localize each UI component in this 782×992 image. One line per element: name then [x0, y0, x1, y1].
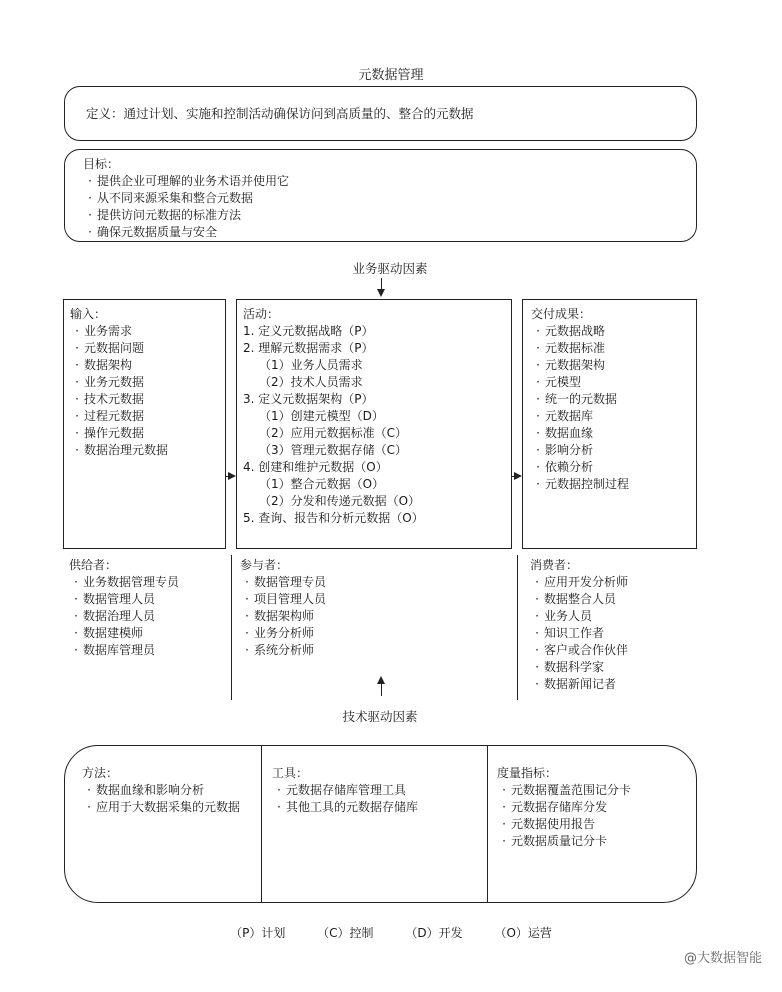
legend-control: （C）控制	[317, 926, 374, 940]
goal-item: · 确保元数据质量与安全	[83, 224, 289, 241]
participant-item: · 项目管理人员	[240, 591, 326, 608]
bottom-divider-right	[487, 746, 488, 902]
suppliers-heading: 供给者：	[69, 558, 118, 572]
supplier-item: · 数据治理人员	[69, 608, 179, 625]
watermark: @大数据智能	[683, 951, 762, 966]
input-item: · 元数据问题	[70, 340, 168, 357]
metric-item: · 元数据覆盖范围记分卡	[497, 782, 631, 799]
goals-box	[64, 149, 697, 242]
consumer-item: · 应用开发分析师	[530, 574, 628, 591]
technical-drivers-label: 技术驱动因素	[342, 709, 418, 724]
input-item: · 业务元数据	[70, 374, 168, 391]
tool-item: · 其他工具的元数据存储库	[272, 799, 418, 816]
activity-subitem: （1）业务人员需求	[259, 358, 363, 372]
legend-plan: （P）计划	[230, 926, 286, 940]
consumer-item: · 知识工作者	[530, 625, 628, 642]
participant-item: · 数据管理专员	[240, 574, 326, 591]
tools-heading: 工具：	[272, 766, 309, 780]
input-item: · 业务需求	[70, 323, 168, 340]
business-drivers-arrow	[377, 289, 385, 297]
goal-item: · 提供访问元数据的标准方法	[83, 207, 289, 224]
technical-drivers-connector	[381, 683, 382, 696]
supplier-item: · 数据库管理员	[69, 642, 179, 659]
deliverables-box	[522, 299, 697, 549]
activities-box	[236, 299, 512, 549]
suppliers-section	[69, 557, 179, 659]
tool-item: · 元数据存储库管理工具	[272, 782, 418, 799]
activity-subitem: （3）管理元数据存储（C）	[259, 443, 408, 457]
metrics-section	[497, 765, 631, 850]
tools-section	[272, 765, 418, 816]
input-item: · 技术元数据	[70, 391, 168, 408]
goals-heading: 目标：	[83, 157, 120, 171]
participant-item: · 系统分析师	[240, 642, 326, 659]
legend-operate: （O）运营	[494, 926, 552, 940]
consumer-item: · 数据整合人员	[530, 591, 628, 608]
metrics-heading: 度量指标：	[497, 766, 558, 780]
inputs-heading: 输入：	[70, 307, 107, 321]
participant-item: · 数据架构师	[240, 608, 326, 625]
consumer-item: · 业务人员	[530, 608, 628, 625]
legend	[0, 924, 782, 941]
supplier-item: · 业务数据管理专员	[69, 574, 179, 591]
consumers-section	[530, 557, 628, 693]
inputs-box	[63, 299, 226, 549]
activity-item: 4. 创建和维护元数据（O）	[243, 460, 388, 474]
activity-item: 3. 定义元数据架构（P）	[243, 392, 374, 406]
activities-heading: 活动：	[243, 307, 280, 321]
participants-section	[240, 557, 326, 659]
input-item: · 数据治理元数据	[70, 442, 168, 459]
activity-subitem: （1）整合元数据（O）	[259, 477, 385, 491]
activity-item: 2. 理解元数据需求（P）	[243, 341, 374, 355]
supplier-item: · 数据管理人员	[69, 591, 179, 608]
deliverables-heading: 交付成果：	[531, 307, 592, 321]
definition-text: 定义：通过计划、实施和控制活动确保访问到高质量的、整合的元数据	[86, 106, 474, 121]
consumer-item: · 数据科学家	[530, 659, 628, 676]
consumers-heading: 消费者：	[530, 558, 579, 572]
goal-item: · 从不同来源采集和整合元数据	[83, 190, 289, 207]
deliverable-item: · 数据血缘	[531, 425, 629, 442]
activities-to-deliverables-arrow	[514, 472, 522, 480]
deliverable-item: · 元数据库	[531, 408, 629, 425]
deliverable-item: · 统一的元数据	[531, 391, 629, 408]
inputs-to-activities-arrow	[228, 472, 236, 480]
definition-box	[64, 86, 697, 141]
goal-item: · 提供企业可理解的业务术语并使用它	[83, 173, 289, 190]
input-item: · 数据架构	[70, 357, 168, 374]
input-item: · 过程元数据	[70, 408, 168, 425]
suppliers-divider	[231, 555, 232, 700]
bottom-divider-left	[261, 746, 262, 902]
methods-section	[82, 765, 240, 816]
deliverable-item: · 元数据架构	[531, 357, 629, 374]
business-drivers-label: 业务驱动因素	[352, 261, 428, 276]
methods-heading: 方法：	[82, 766, 119, 780]
deliverable-item: · 元数据控制过程	[531, 476, 629, 493]
consumer-item: · 数据新闻记者	[530, 676, 628, 693]
activity-subitem: （2）技术人员需求	[259, 375, 363, 389]
bottom-box	[64, 745, 697, 903]
activity-item: 5. 查询、报告和分析元数据（O）	[243, 511, 424, 525]
method-item: · 数据血缘和影响分析	[82, 782, 240, 799]
activity-subitem: （2）分发和传递元数据（O）	[259, 494, 421, 508]
activity-subitem: （1）创建元模型（D）	[259, 409, 384, 423]
participant-item: · 业务分析师	[240, 625, 326, 642]
method-item: · 应用于大数据采集的元数据	[82, 799, 240, 816]
consumers-divider	[517, 555, 518, 700]
deliverable-item: · 元数据战略	[531, 323, 629, 340]
supplier-item: · 数据建模师	[69, 625, 179, 642]
deliverable-item: · 依赖分析	[531, 459, 629, 476]
participants-heading: 参与者：	[240, 558, 289, 572]
deliverable-item: · 影响分析	[531, 442, 629, 459]
activity-item: 1. 定义元数据战略（P）	[243, 324, 374, 338]
legend-develop: （D）开发	[405, 926, 463, 940]
consumer-item: · 客户或合作伙伴	[530, 642, 628, 659]
metric-item: · 元数据存储库分发	[497, 799, 631, 816]
deliverable-item: · 元模型	[531, 374, 629, 391]
metric-item: · 元数据使用报告	[497, 816, 631, 833]
activity-subitem: （2）应用元数据标准（C）	[259, 426, 408, 440]
page-title: 元数据管理	[358, 68, 424, 83]
input-item: · 操作元数据	[70, 425, 168, 442]
deliverable-item: · 元数据标准	[531, 340, 629, 357]
metric-item: · 元数据质量记分卡	[497, 833, 631, 850]
